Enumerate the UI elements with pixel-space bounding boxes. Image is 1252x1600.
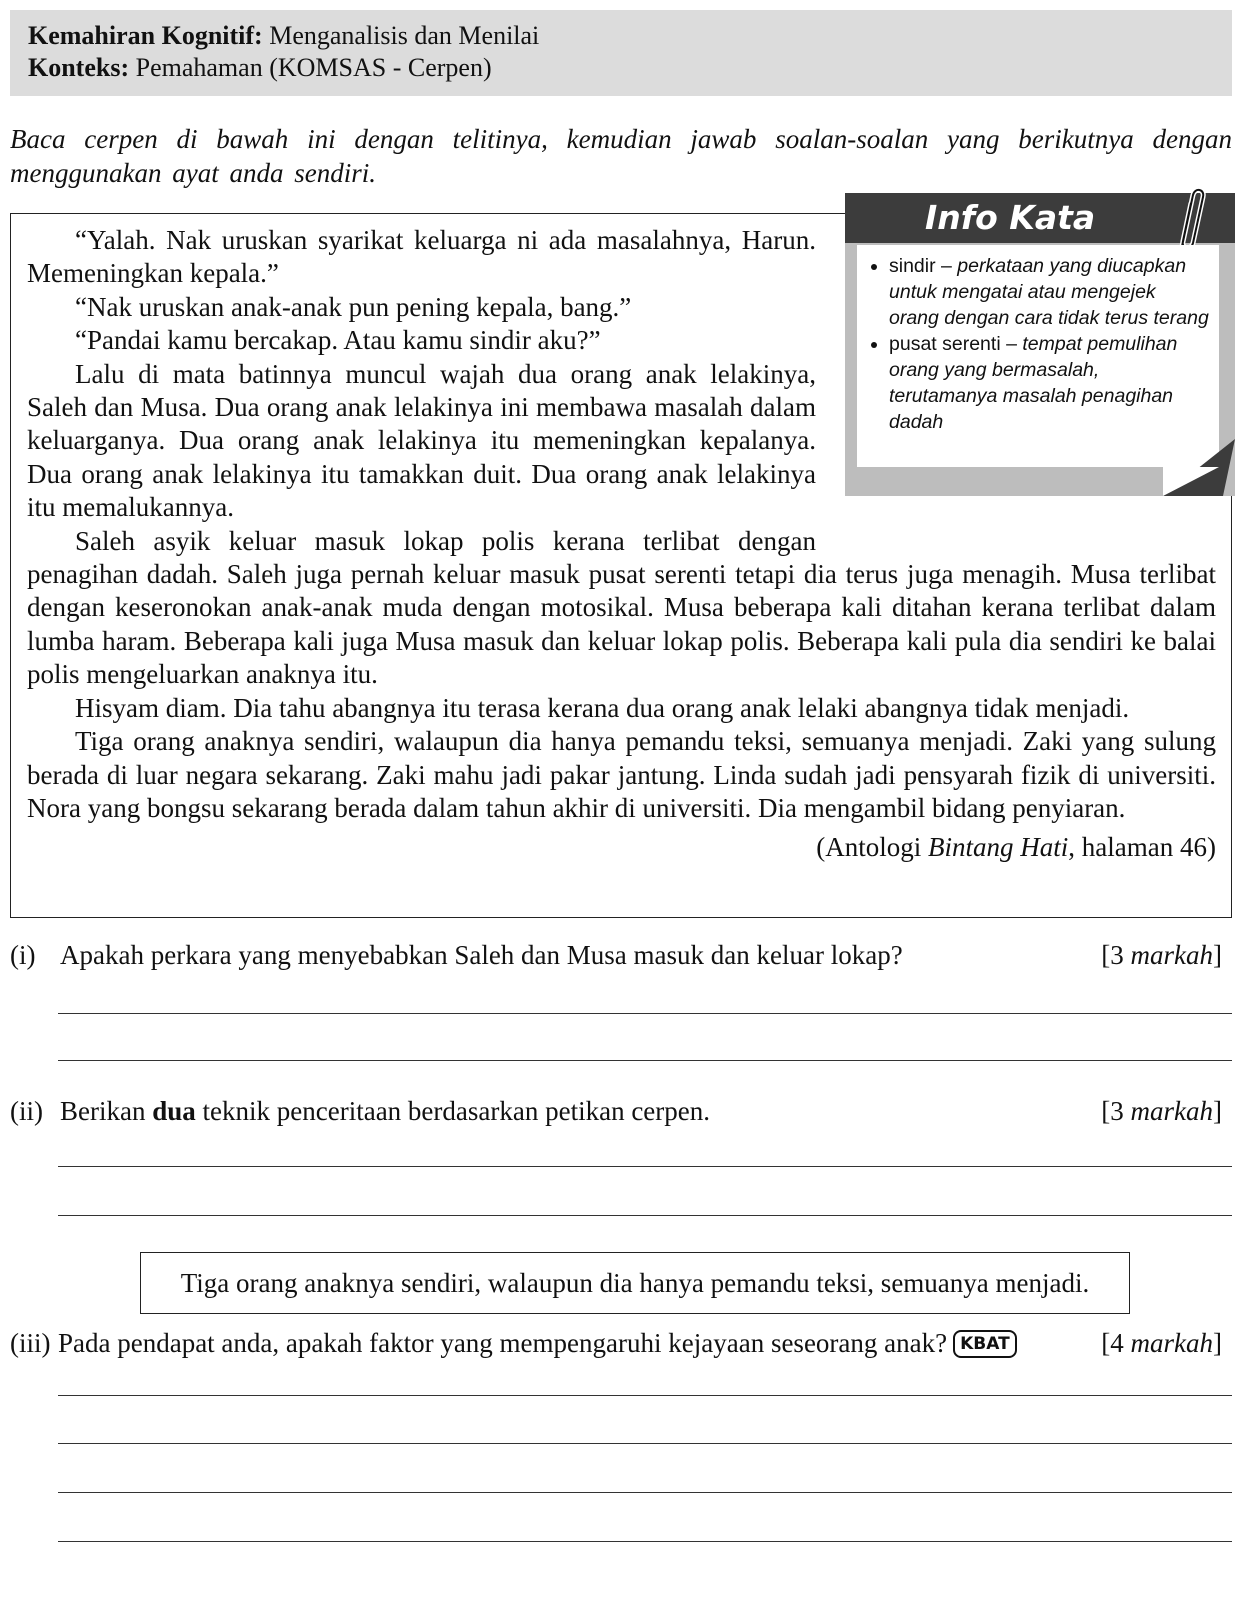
context-line <box>28 52 1214 84</box>
answer-line[interactable] <box>58 1060 1232 1061</box>
kbat-badge: KBAT <box>953 1330 1017 1358</box>
info-definition: tempat pemulihan orang yang bermasalah, terutamanya masalah penagihan dadah <box>889 333 1178 433</box>
question-number: (iii) <box>10 1328 51 1358</box>
skill-value: Menganalisis dan Menilai <box>269 21 540 50</box>
passage-paragraph-7: Tiga orang anaknya sendiri, walaupun dia hanya pemandu teksi, semuanya menjadi. Zaki yang sulung berada di luar negara sekarang. Zaki mahu jadi pakar jantung. Linda sudah jadi pensyarah fizik di universiti. Nora yang bongsu sekarang berada dalam tahun akhir di universiti. Dia mengambil bidang penyiaran. <box>27 726 1216 823</box>
page-curl-decoration <box>1163 439 1235 496</box>
passage-paragraph-6: Hisyam diam. Dia tahu abangnya itu terasa kerana dua orang anak lelaki abangnya tidak menjadi. <box>75 692 1130 723</box>
info-kata-title: Info Kata <box>845 193 1235 243</box>
passage-paragraph-4: Lalu di mata batinnya muncul wajah dua orang anak lelakinya, Saleh dan Musa. Dua orang anak lelakinya ini membawa masalah dalam keluarganya. Dua orang anak lelakinya itu memeningkan kepalanya. Dua orang anak lelakinya itu tamakkan duit. Dua orang anak lelakinya itu memalukannya. <box>27 358 816 523</box>
question-text: Apakah perkara yang menyebabkan Saleh dan Musa masuk dan keluar lokap? <box>60 940 903 970</box>
info-term: sindir <box>889 255 936 277</box>
question-marks: [4 markah] <box>1101 1328 1222 1358</box>
question-text: Pada pendapat anda, apakah faktor yang mempengaruhi kejayaan seseorang anak? KBAT <box>58 1326 1017 1361</box>
context-label: Konteks: <box>28 53 130 82</box>
passage-paragraph-2: “Nak uruskan anak-anak pun pening kepala, bang.” <box>75 291 632 322</box>
source-suffix: , halaman 46) <box>1068 832 1216 863</box>
passage-narrow-column <box>27 224 816 558</box>
passage-paragraph-3: “Pandai kamu bercakap. Atau kamu sindir aku?” <box>75 325 601 356</box>
skill-label: Kemahiran Kognitif: <box>28 21 263 50</box>
question-text: Berikan dua teknik penceritaan berdasarkan petikan cerpen. <box>60 1096 711 1126</box>
answer-line[interactable] <box>58 1443 1232 1444</box>
info-kata-body <box>857 245 1219 467</box>
source-prefix: (Antologi <box>816 832 929 863</box>
question-number: (i) <box>10 940 36 970</box>
question-marks: [3 markah] <box>1101 1096 1222 1126</box>
answer-line[interactable] <box>58 1541 1232 1542</box>
passage-paragraph-1: “Yalah. Nak uruskan syarikat keluarga ni ada masalahnya, Harun. Memeningkan kepala.” <box>27 225 816 289</box>
info-kata-box <box>845 193 1235 496</box>
info-term: pusat serenti <box>889 333 1001 355</box>
info-kata-list <box>867 253 1209 435</box>
info-separator: – <box>1000 333 1023 355</box>
skill-line <box>28 20 1214 52</box>
answer-line[interactable] <box>58 1215 1232 1216</box>
context-value: Pemahaman (KOMSAS - Cerpen) <box>135 53 492 82</box>
answer-line[interactable] <box>58 1395 1232 1396</box>
passage-source <box>27 831 1216 864</box>
answer-line[interactable] <box>58 1492 1232 1493</box>
source-title: Bintang Hati <box>928 832 1069 863</box>
passage-paragraph-5a: Saleh asyik keluar masuk lokap polis kerana terlibat dengan <box>75 525 816 556</box>
info-kata-item <box>889 253 1209 331</box>
instruction-text: Baca cerpen di bawah ini dengan telitinya, kemudian jawab soalan-soalan yang berikutnya dengan menggunakan ayat anda sendiri. <box>10 124 1232 188</box>
question-number: (ii) <box>10 1096 43 1126</box>
info-separator: – <box>935 255 958 277</box>
header-band <box>10 10 1232 96</box>
answer-line[interactable] <box>58 1166 1232 1167</box>
passage-paragraph-5b: penagihan dadah. Saleh juga pernah keluar masuk pusat serenti tetapi dia terus juga menagih. Musa terlibat dengan keseronokan anak-anak muda dengan motosikal. Musa beberapa kali ditahan kerana terlibat dalam lumba haram. Beberapa kali juga Musa masuk dan keluar lokap polis. Beberapa kali pula dia sendiri ke balai polis mengeluarkan anaknya itu. <box>27 559 1216 690</box>
info-definition: perkataan yang diucapkan untuk mengatai atau mengejek orang dengan cara tidak terus terang <box>889 255 1209 329</box>
answer-line[interactable] <box>58 1013 1232 1014</box>
quote-box: Tiga orang anaknya sendiri, walaupun dia hanya pemandu teksi, semuanya menjadi. <box>140 1252 1130 1314</box>
question-marks: [3 markah] <box>1101 940 1222 970</box>
info-kata-item <box>889 331 1209 435</box>
